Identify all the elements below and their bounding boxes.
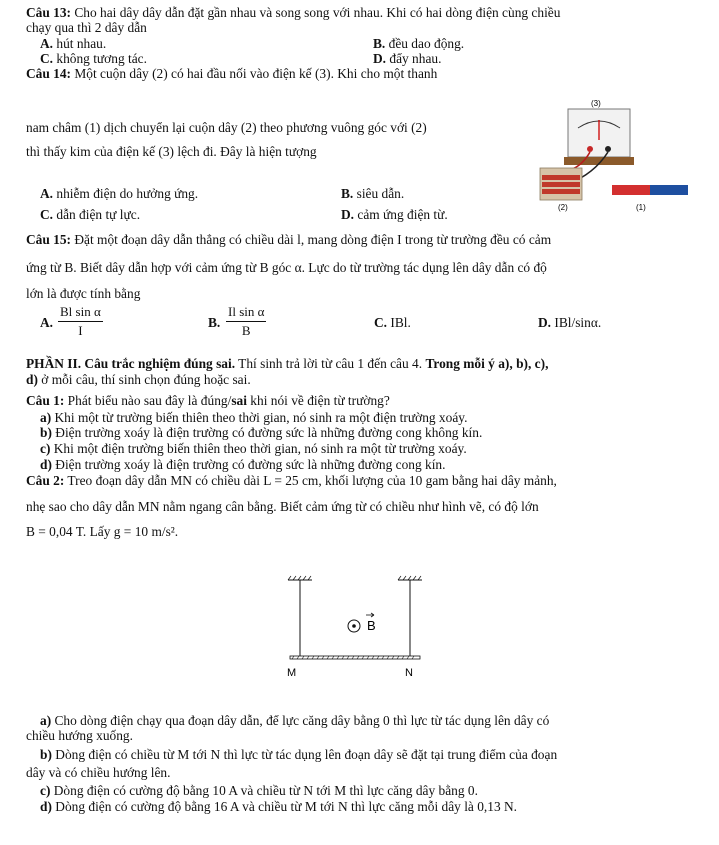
- galvanometer-illustration: [564, 109, 634, 165]
- p2q1-item-b: b) Điện trường xoáy là điện trường có đường sức là những đường cong không kín.: [40, 425, 483, 440]
- ceiling-support-right: [398, 576, 422, 580]
- part2-intro-line2: d) ở mỗi câu, thí sinh chọn đúng hoặc sai.: [26, 372, 251, 387]
- q14-option-a: A. nhiễm điện do hưởng ứng.: [40, 186, 199, 201]
- magnet-illustration: [612, 185, 688, 195]
- endpoint-label-n: N: [405, 667, 413, 679]
- q15-option-d: D. IBl/sinα.: [538, 315, 602, 330]
- coil-illustration: [540, 168, 582, 200]
- p2q2-item-d: d) Dòng điện có cường độ bằng 16 A và chiều từ M tới N thì lực căng mỗi dây là 0,13 N.: [40, 799, 518, 814]
- p2q1-item-c: c) Khi một điện trường biến thiên theo thời gian, nó sinh ra một từ trường xoáy.: [40, 441, 467, 456]
- fraction-denominator: I: [78, 323, 83, 338]
- p2q2-item-c: c) Dòng điện có cường độ bằng 10 A và chiều từ N tới M thì lực căng dây bằng 0.: [40, 783, 478, 798]
- q14-stem-line1: Câu 14: Một cuộn dây (2) có hai đầu nối vào điện kế (3). Khi cho một thanh: [26, 66, 438, 81]
- field-label-b: B: [367, 618, 376, 633]
- fraction-numerator: Bl sin α: [58, 304, 103, 322]
- q14-stem-line3: thì thấy kim của điện kế (3) lệch đi. Đây là hiện tượng: [26, 144, 317, 159]
- q14-figure-galvanometer-coil-magnet: [520, 96, 700, 216]
- p2q2-stem-line3: B = 0,04 T. Lấy g = 10 m/s².: [26, 524, 179, 539]
- q15-option-a-key: A.: [40, 315, 54, 330]
- q13-stem-line2: chạy qua thì 2 dây dẫn: [26, 20, 147, 35]
- conductor-mn: [290, 656, 420, 659]
- q15-option-a-fraction: [58, 304, 103, 339]
- endpoint-label-m: M: [287, 667, 297, 679]
- q15-stem-line3: lớn là được tính bằng: [26, 286, 141, 301]
- q13-stem-line1: Câu 13: Cho hai dây dây dẫn đặt gần nhau và song song với nhau. Khi có hai dòng điện cùng chiều: [26, 5, 561, 20]
- p2q1-item-a: a) Khi một từ trường biến thiên theo thời gian, nó sinh ra một điện trường xoáy.: [40, 410, 468, 425]
- p2q2-stem-line2: nhẹ sao cho dây dẫn MN nằm ngang cân bằng. Biết cảm ứng từ có chiều như hình vẽ, có độ lớn: [26, 499, 539, 514]
- p2q1-item-d: d) Điện trường xoáy là điện trường có đường sức là những đường cong kín.: [40, 457, 446, 472]
- q15-option-b-key: B.: [208, 315, 221, 330]
- part2-heading: PHẦN II. Câu trắc nghiệm đúng sai. Thí sinh trả lời từ câu 1 đến câu 4. Trong mỗi ý a), b), c),: [26, 356, 549, 371]
- q15-stem-line2: ứng từ B. Biết dây dẫn hợp với cảm ứng từ B góc α. Lực do từ trường tác dụng lên dây dẫn có độ: [26, 260, 547, 275]
- q13-option-c: C. không tương tác.: [40, 51, 147, 66]
- p2q2-item-b-line1: b) Dòng điện có chiều từ M tới N thì lực từ tác dụng lên đoạn dây sẽ đặt tại trung điểm của đoạn: [40, 747, 558, 762]
- p2q2-item-a-line1: a) Cho dòng điện chạy qua đoạn dây dẫn, để lực căng dây bằng 0 thì lực từ tác dụng lên dây có: [40, 713, 550, 728]
- q13-option-d: D. đẩy nhau.: [373, 51, 442, 66]
- q15-option-b-fraction: [226, 304, 266, 339]
- q15-option-c: C. IBl.: [374, 315, 411, 330]
- q13-option-b: B. đều dao động.: [373, 36, 465, 51]
- p2q2-figure-hanging-wire: [250, 566, 450, 684]
- field-out-of-page-icon: [348, 620, 360, 632]
- fraction-denominator: B: [241, 323, 251, 338]
- q14-option-c: C. dẫn điện tự lực.: [40, 207, 141, 222]
- p2q1-stem: Câu 1: Phát biểu nào sau đây là đúng/sai khi nói về điện từ trường?: [26, 393, 390, 408]
- label-coil: (2): [558, 203, 568, 212]
- q13-option-a: A. hút nhau.: [40, 36, 107, 51]
- label-magnet: (1): [636, 203, 646, 212]
- q14-option-d: D. cảm ứng điện từ.: [341, 207, 448, 222]
- q15-stem-line1: Câu 15: Đặt một đoạn dây dẫn thẳng có chiều dài l, mang dòng điện I trong từ trường đều có cảm: [26, 232, 552, 247]
- p2q2-stem-line1: Câu 2: Treo đoạn dây dẫn MN có chiều dài L = 25 cm, khối lượng của 10 gam bằng hai dây mảnh,: [26, 473, 557, 488]
- fraction-numerator: Il sin α: [226, 304, 266, 322]
- label-galvanometer: (3): [591, 99, 601, 108]
- ceiling-support-left: [288, 576, 312, 580]
- p2q2-item-a-line2: chiều hướng xuống.: [26, 728, 133, 743]
- q14-option-b: B. siêu dẫn.: [341, 186, 405, 201]
- field-vector-arrow: [366, 613, 374, 617]
- q14-stem-line2: nam châm (1) dịch chuyển lại cuộn dây (2) theo phương vuông góc với (2): [26, 120, 427, 135]
- p2q2-item-b-line2: dây và có chiều hướng lên.: [26, 765, 171, 780]
